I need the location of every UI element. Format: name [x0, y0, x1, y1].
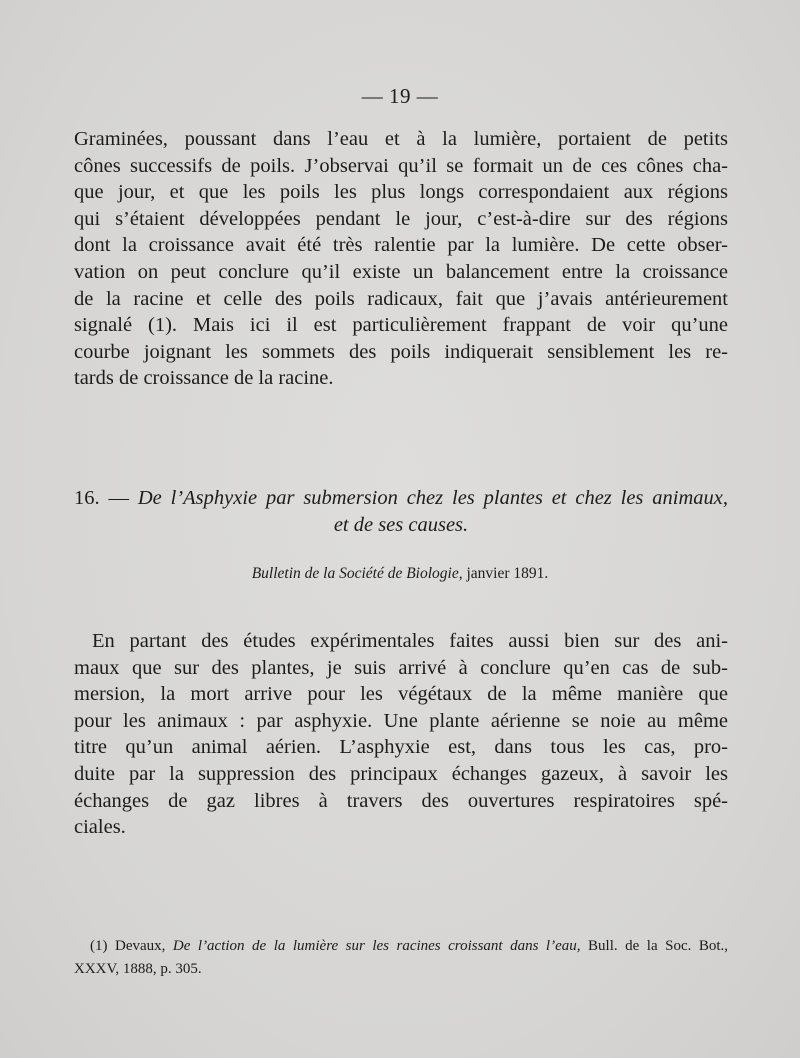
citation-journal: Bulletin de la Société de Biologie,	[251, 565, 463, 582]
paragraph-body	[74, 628, 728, 841]
text-line: En partant des études expérimentales faites aussi bien sur des ani-	[92, 630, 728, 652]
text-line: signalé (1). Mais ici il est particulièrement frappant de voir qu’une	[74, 314, 728, 337]
section-heading-line	[74, 485, 728, 512]
text-line: de la racine et celle des poils radicaux, fait que j’avais antérieurement	[74, 287, 728, 310]
footnote-title: De l’action de la lumière sur les racines croissant dans l’eau,	[172, 938, 581, 954]
footnote-ref: Bull. de la Soc. Bot.,	[588, 938, 729, 954]
text-line: cônes successifs de poils. J’observai qu’il se formait un de ces cônes cha-	[74, 154, 728, 177]
footnote-line: XXXV, 1888, p. 305.	[74, 961, 202, 977]
citation-date: janvier 1891.	[466, 565, 549, 582]
text-line: ciales.	[74, 816, 126, 839]
footnote	[74, 935, 728, 981]
text-line: maux que sur des plantes, je suis arrivé à conclure qu’en cas de sub-	[74, 656, 728, 679]
text-line: titre qu’un animal aérien. L’asphyxie est, dans tous les cas, pro-	[74, 736, 728, 759]
text-line: duite par la suppression des principaux échanges gazeux, à savoir les	[74, 762, 728, 785]
text-line: échanges de gaz libres à travers des ouvertures respiratoires spé-	[74, 789, 728, 812]
section-heading	[74, 485, 728, 539]
footnote-line	[74, 935, 728, 958]
text-line: que jour, et que les poils les plus longs correspondaient aux régions	[74, 181, 728, 204]
text-line: pour les animaux : par asphyxie. Une plante aérienne se noie au même	[74, 709, 728, 732]
text-line: tards de croissance de la racine.	[74, 367, 334, 390]
text-line: dont la croissance avait été très ralentie par la lumière. De cette obser-	[74, 234, 728, 257]
citation	[0, 565, 800, 583]
footnote-marker: (1) Devaux,	[90, 938, 166, 954]
section-number: 16. —	[74, 487, 129, 509]
section-title-continuation: et de ses causes.	[333, 514, 469, 536]
text-line: Graminées, poussant dans l’eau et à la lumière, portaient de petits	[74, 128, 728, 150]
paragraph-continuation	[74, 126, 728, 392]
text-line: qui s’étaient développées pendant le jour, c’est-à-dire sur des régions	[74, 207, 728, 230]
text-line: courbe joignant les sommets des poils indiquerait sensiblement les re-	[74, 340, 728, 363]
text-line: vation on peut conclure qu’il existe un balancement entre la croissance	[74, 260, 728, 283]
section-title: De l’Asphyxie par submersion chez les plantes et chez les animaux,	[137, 487, 728, 509]
page-number: — 19 —	[361, 84, 439, 108]
text-line: mersion, la mort arrive pour les végétaux de la même manière que	[74, 683, 728, 706]
